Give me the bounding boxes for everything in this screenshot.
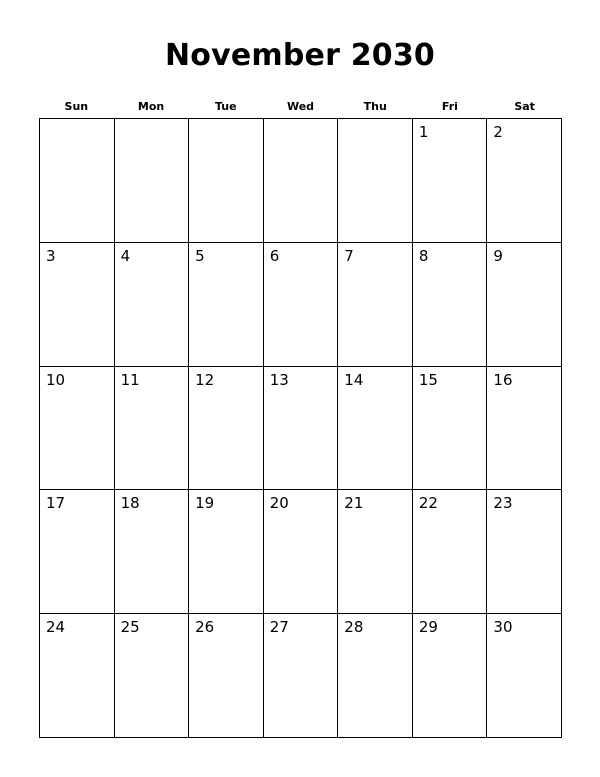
day-cell[interactable] [338, 243, 413, 367]
day-number: 23 [493, 494, 513, 513]
day-cell[interactable] [40, 243, 115, 367]
weekday-label-sat: Sat [514, 100, 535, 113]
day-cell[interactable] [487, 119, 562, 243]
day-number: 27 [269, 618, 289, 637]
calendar-grid [39, 118, 562, 738]
day-cell[interactable] [115, 490, 190, 614]
day-cell[interactable] [115, 614, 190, 738]
day-number: 2 [493, 123, 503, 141]
day-cell[interactable] [413, 490, 488, 614]
day-number: 15 [418, 370, 438, 389]
day-cell[interactable] [40, 367, 115, 491]
day-number: 20 [269, 494, 289, 513]
weekday-label-tue: Tue [214, 100, 237, 113]
day-number: 1 [418, 123, 429, 141]
day-number: 9 [493, 246, 503, 265]
day-cell[interactable] [413, 367, 488, 491]
day-cell[interactable] [115, 367, 190, 491]
day-number: 16 [493, 370, 513, 389]
day-number: 26 [195, 618, 215, 637]
day-cell[interactable] [487, 243, 562, 367]
day-cell[interactable] [115, 119, 190, 243]
day-cell[interactable] [40, 490, 115, 614]
day-cell[interactable] [40, 614, 115, 738]
day-number: 5 [195, 246, 205, 265]
day-number: 8 [418, 246, 429, 265]
day-number: 18 [120, 494, 140, 513]
day-number: 22 [418, 494, 438, 513]
day-cell[interactable] [264, 490, 339, 614]
day-cell[interactable] [189, 243, 264, 367]
day-cell[interactable] [338, 614, 413, 738]
weekday-label-fri: Fri [441, 100, 458, 113]
day-number: 24 [46, 618, 66, 637]
day-cell[interactable] [413, 119, 488, 243]
weekday-label-wed: Wed [286, 100, 315, 113]
day-number: 29 [418, 618, 438, 637]
day-cell[interactable] [487, 614, 562, 738]
day-number: 10 [46, 370, 66, 389]
day-number: 17 [46, 494, 66, 513]
day-cell[interactable] [264, 614, 339, 738]
calendar-title: November 2030 [164, 38, 436, 73]
day-number: 13 [269, 370, 289, 389]
day-cell[interactable] [487, 490, 562, 614]
day-cell[interactable] [413, 243, 488, 367]
weekday-header-row [39, 98, 562, 116]
day-number: 14 [344, 370, 364, 389]
day-number: 30 [493, 618, 513, 637]
day-cell[interactable] [115, 243, 190, 367]
day-cell[interactable] [413, 614, 488, 738]
weekday-label-mon: Mon [137, 100, 165, 113]
weekday-label-thu: Thu [363, 100, 387, 113]
day-cell[interactable] [338, 119, 413, 243]
day-number: 25 [120, 618, 140, 637]
day-cell[interactable] [189, 614, 264, 738]
day-cell[interactable] [264, 367, 339, 491]
day-cell[interactable] [189, 367, 264, 491]
day-number: 12 [195, 370, 215, 389]
day-cell[interactable] [338, 490, 413, 614]
day-number: 7 [344, 246, 354, 265]
day-number: 11 [120, 370, 140, 389]
day-cell[interactable] [487, 367, 562, 491]
day-number: 6 [269, 246, 280, 265]
day-number: 28 [344, 618, 364, 637]
weekday-label-sun: Sun [64, 100, 89, 113]
day-cell[interactable] [189, 119, 264, 243]
day-cell[interactable] [40, 119, 115, 243]
day-cell[interactable] [338, 367, 413, 491]
day-cell[interactable] [264, 119, 339, 243]
day-number: 4 [120, 246, 131, 265]
day-cell[interactable] [189, 490, 264, 614]
day-cell[interactable] [264, 243, 339, 367]
day-number: 21 [344, 494, 364, 513]
day-number: 19 [195, 494, 215, 513]
day-number: 3 [46, 246, 56, 265]
